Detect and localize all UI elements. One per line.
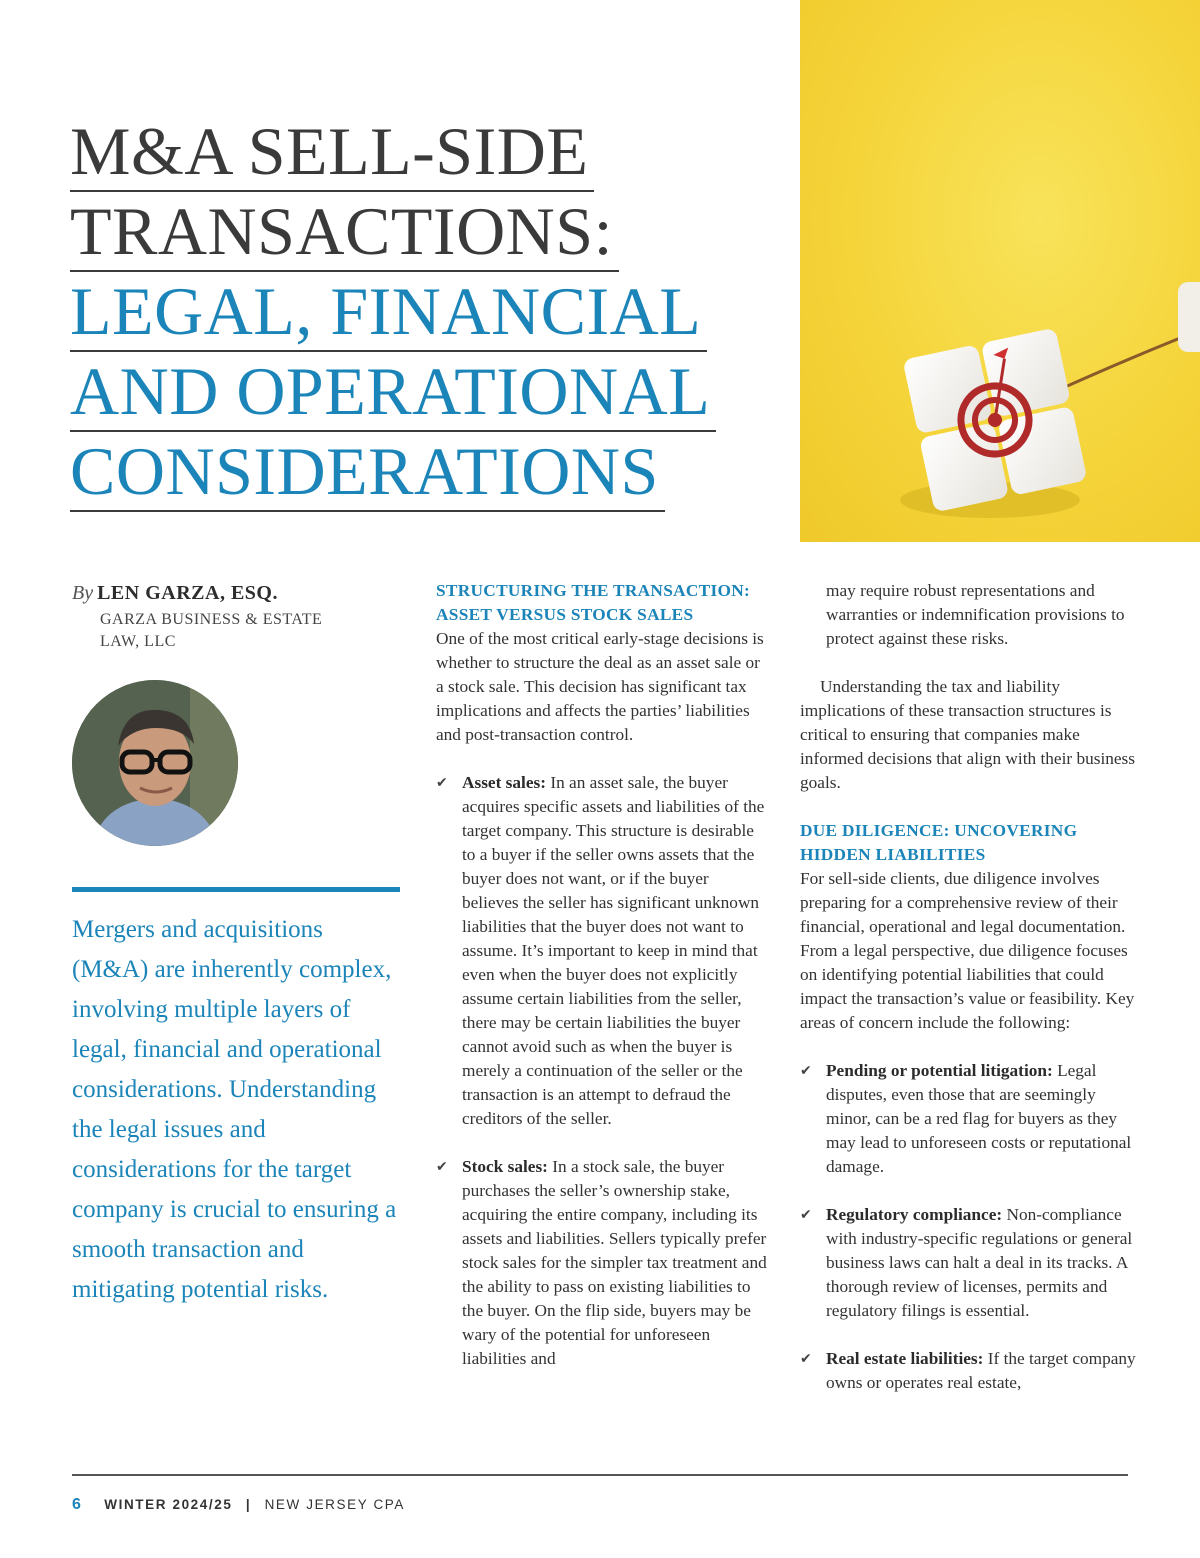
title-line-5: CONSIDERATIONS — [70, 432, 665, 512]
bullet-stock-sales-label: Stock sales: — [462, 1157, 548, 1176]
title-line-4: AND OPERATIONAL — [70, 352, 716, 432]
author-firm-line-1: GARZA BUSINESS & ESTATE — [100, 611, 323, 628]
column-2 — [436, 579, 768, 1371]
bullet-asset-sales-label: Asset sales: — [462, 773, 546, 792]
hero-photo — [800, 0, 1200, 542]
bullet-regulatory — [800, 1203, 1140, 1323]
author-avatar — [72, 680, 238, 846]
bullet-stock-sales — [436, 1155, 768, 1371]
structuring-intro: One of the most critical early-stage decisions is whether to structure the deal as an asset sale or a stock sale. This decision has significant tax implications and affects the parties’ liabilities and post-transaction control. — [436, 629, 764, 744]
bullet-real-estate-text: If the target company owns or operates real estate, — [826, 1349, 1136, 1392]
title-line-3: LEGAL, FINANCIAL — [70, 272, 707, 352]
due-diligence-intro: For sell-side clients, due diligence involves preparing for a comprehensive review of their financial, operational and legal documentation. From a legal perspective, due diligence focuses on identifying potential liabilities that could impact the transaction’s value or feasibility. Key areas of concern include the following: — [800, 869, 1135, 1032]
title-line-2: TRANSACTIONS: — [70, 192, 619, 272]
bullet-stock-sales-text: In a stock sale, the buyer purchases the seller’s ownership stake, acquiring the entire company, including its assets and liabilities. Sellers typically prefer stock sales for the simpler tax treatment and the ability to pass on existing liabilities to the buyer. On the flip side, buyers may be wary of the potential for unforeseen liabilities and — [462, 1157, 767, 1368]
footer-separator: | — [245, 1497, 252, 1512]
checkmark-icon: ✔ — [800, 1207, 812, 1223]
stock-sales-continuation: may require robust representations and warranties or indemnification provisions to protect against these risks. — [826, 581, 1125, 648]
bullet-real-estate — [800, 1347, 1140, 1395]
bullet-litigation-text: Legal disputes, even those that are seemingly minor, can be a red flag for buyers as they may lead to unforeseen costs or reputational damage. — [826, 1061, 1132, 1176]
bullet-regulatory-text: Non-compliance with industry-specific regulations or general business laws can halt a deal in its tracks. A thorough review of licenses, permits and regulatory filings is essential. — [826, 1205, 1133, 1320]
checkmark-icon: ✔ — [436, 775, 448, 791]
publication-name: NEW JERSEY CPA — [264, 1497, 406, 1512]
bullet-asset-sales-text: In an asset sale, the buyer acquires specific assets and liabilities of the target company. This structure is desirable to a buyer if the seller owns assets that the buyer does not want, or if the buyer believes the seller has significant unknown liabilities that the buyer does not want to assume. It’s important to keep in mind that even when the buyer does not explicitly assume certain liabilities from the seller, there may be certain liabilities the buyer cannot avoid such as when the buyer is merely a continuation of the seller or the transaction is an attempt to defraud the creditors of the seller. — [462, 773, 765, 1128]
pull-quote: Mergers and acquisitions (M&A) are inherently complex, involving multiple layers of legal, financial and operational considerations. Understanding the legal issues and considerations for the target company is crucial to ensuring a smooth transaction and mitigating potential risks. — [72, 916, 397, 1303]
article-title — [70, 112, 770, 512]
bullet-litigation-label: Pending or potential litigation: — [826, 1061, 1053, 1080]
checkmark-icon: ✔ — [800, 1063, 812, 1079]
structuring-summary: Understanding the tax and liability implications of these transaction structures is critical to ensuring that companies make informed decisions that align with their business goals. — [800, 677, 1136, 792]
footer-rule — [72, 1474, 1128, 1476]
author-name: LEN GARZA, ESQ. — [97, 582, 278, 604]
checkmark-icon: ✔ — [436, 1159, 448, 1175]
section-heading-structuring: STRUCTURING THE TRANSACTION: ASSET VERSUS STOCK SALES — [436, 581, 751, 624]
author-portrait — [72, 680, 238, 846]
checkmark-icon: ✔ — [800, 1351, 812, 1367]
title-line-1: M&A SELL-SIDE — [70, 112, 594, 192]
bullet-asset-sales — [436, 771, 768, 1131]
author-firm-line-2: LAW, LLC — [100, 633, 176, 650]
page-footer — [72, 1496, 405, 1514]
target-dice-illustration — [800, 0, 1200, 542]
bullet-real-estate-label: Real estate liabilities: — [826, 1349, 984, 1368]
byline — [72, 582, 402, 653]
bullet-regulatory-label: Regulatory compliance: — [826, 1205, 1003, 1224]
section-heading-due-diligence: DUE DILIGENCE: UNCOVERING HIDDEN LIABILITIES — [800, 821, 1078, 864]
pull-quote-rule — [72, 887, 400, 892]
author-firm — [100, 609, 402, 653]
column-3 — [800, 579, 1140, 1395]
bullet-litigation — [800, 1059, 1140, 1179]
issue-label: WINTER 2024/25 — [104, 1497, 233, 1512]
byline-by: By — [72, 582, 94, 604]
page-number: 6 — [72, 1496, 81, 1513]
